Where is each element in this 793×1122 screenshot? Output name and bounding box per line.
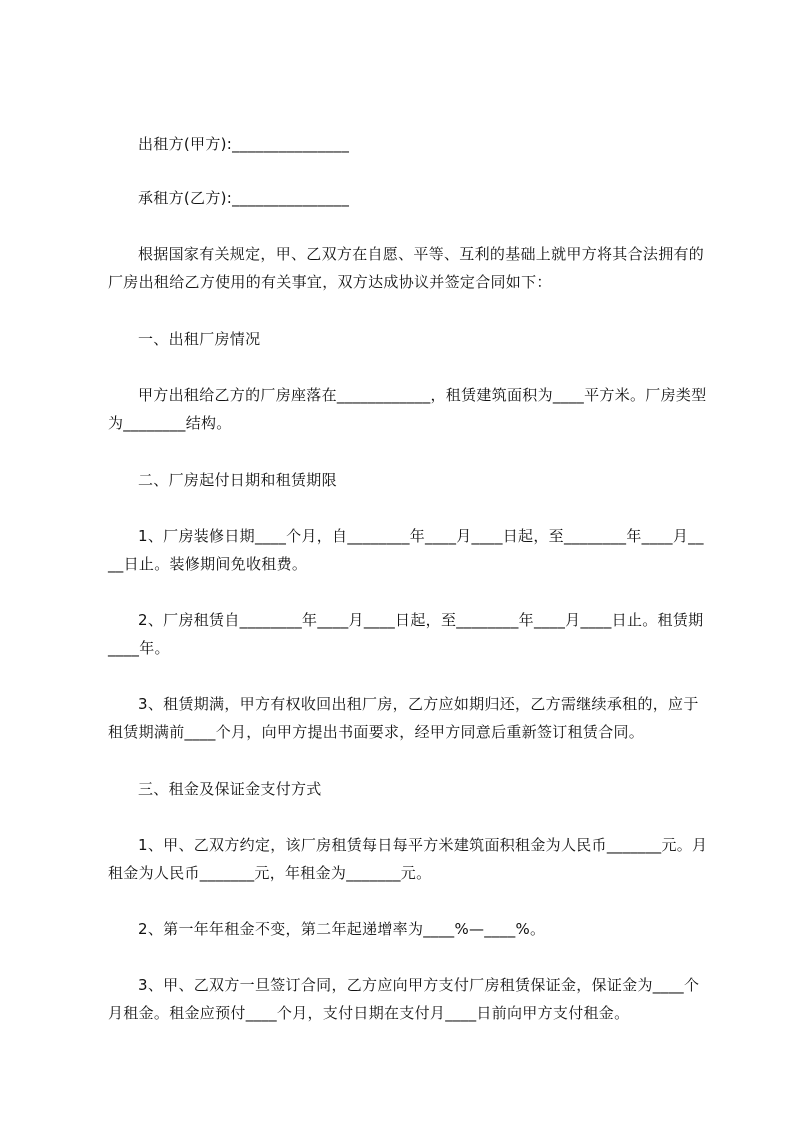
section-1-text: 甲方出租给乙方的厂房座落在____________，租赁建筑面积为____平方米。厂房类型为________结构。 bbox=[108, 386, 707, 432]
lessee-line: 承租方(乙方):_______________ bbox=[138, 189, 350, 207]
contract-body bbox=[108, 130, 708, 1027]
section-3-item-1: 1、甲、乙双方约定，该厂房租赁每日每平方米建筑面积租金为人民币_______元。月租金为人民币_______元，年租金为_______元。 bbox=[108, 836, 708, 882]
section-3-title: 三、租金及保证金支付方式 bbox=[138, 780, 322, 798]
section-1-title: 一、出租厂房情况 bbox=[138, 330, 261, 348]
section-2-title: 二、厂房起付日期和租赁期限 bbox=[138, 471, 337, 489]
section-3-item-3: 3、甲、乙双方一旦签订合同，乙方应向甲方支付厂房租赁保证金，保证金为____个月租金。租金应预付____个月，支付日期在支付月____日前向甲方支付租金。 bbox=[108, 976, 700, 1022]
section-2-item-3: 3、租赁期满，甲方有权收回出租厂房，乙方应如期归还，乙方需继续承租的，应于租赁期满前____个月，向甲方提出书面要求，经甲方同意后重新签订租赁合同。 bbox=[108, 695, 699, 741]
lessor-line: 出租方(甲方):_______________ bbox=[138, 135, 350, 153]
intro-paragraph: 根据国家有关规定，甲、乙双方在自愿、平等、互利的基础上就甲方将其合法拥有的厂房出租给乙方使用的有关事宜，双方达成协议并签定合同如下： bbox=[108, 245, 705, 291]
section-2-item-2: 2、厂房租赁自________年____月____日起，至________年____月____日止。租赁期____年。 bbox=[108, 611, 704, 657]
section-3-item-2: 2、第一年年租金不变，第二年起递增率为____%—____%。 bbox=[138, 920, 546, 938]
section-2-item-1: 1、厂房装修日期____个月，自________年____月____日起，至________年____月____日止。装修期间免收租费。 bbox=[108, 527, 704, 573]
